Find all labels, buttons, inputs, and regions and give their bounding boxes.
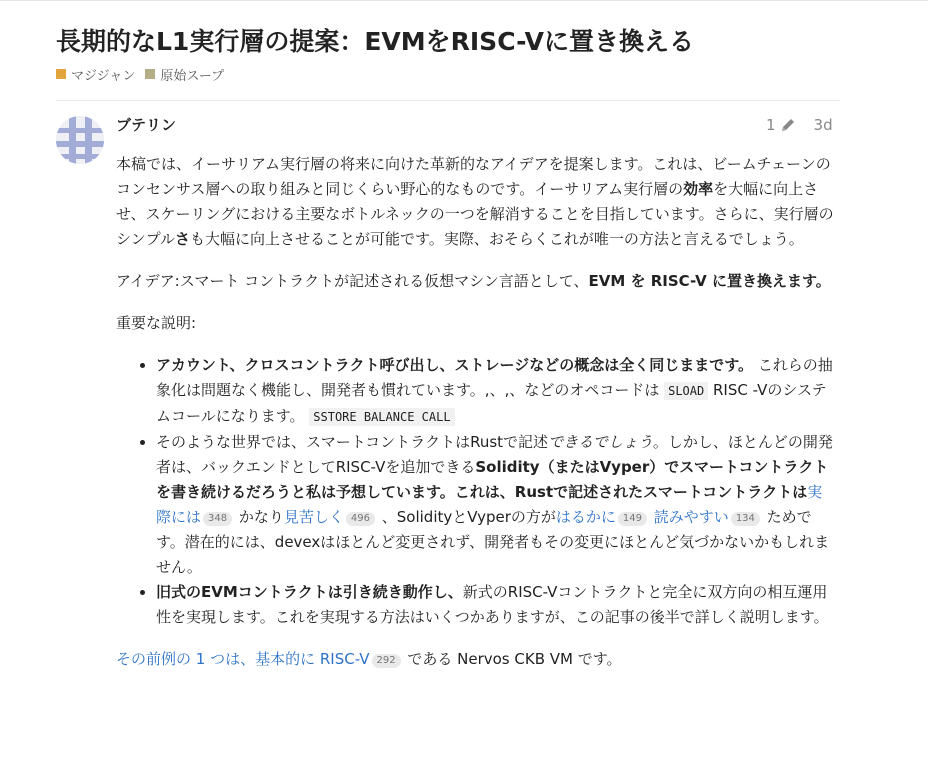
inline-code: SSTORE BALANCE CALL bbox=[309, 408, 454, 426]
text: 本稿では、イーサリアム実行層の将来に向けた革新的なアイデアを提案します。これは、ビームチェーンのコンセンサス層への取り組みと同じくらい野心的なものです。イーサリアム実行層の bbox=[116, 155, 831, 198]
edit-count: 1 bbox=[766, 116, 776, 134]
inline-code: SLOAD bbox=[664, 382, 708, 400]
link-precedent[interactable]: その前例の 1 つは、基本的に RISC-V bbox=[116, 650, 370, 668]
list-item bbox=[156, 430, 834, 580]
post-body bbox=[116, 152, 834, 689]
bold-text: EVM を RISC-V に置き換えます。 bbox=[588, 272, 831, 290]
category-color-square bbox=[56, 69, 66, 79]
category-color-square bbox=[145, 69, 155, 79]
bold-text: 旧式のEVMコントラクトは引き続き動作し、 bbox=[156, 583, 463, 601]
paragraph-precedent bbox=[116, 647, 834, 672]
text: かなり bbox=[234, 508, 284, 526]
top-divider bbox=[0, 0, 928, 1]
link-far[interactable]: はるかに bbox=[555, 508, 616, 526]
list-item bbox=[156, 353, 834, 430]
text: 。しかし、ほとんどの開発者は、バックエンドとしてRISC-Vを追加できる bbox=[156, 433, 833, 476]
post-meta bbox=[766, 116, 833, 134]
link-ugly[interactable]: 見苦しく bbox=[283, 508, 344, 526]
text: そのような世界では、スマートコントラクトはRustで記述 bbox=[156, 433, 549, 451]
text: である Nervos CKB VM です。 bbox=[402, 650, 622, 668]
click-count-badge: 348 bbox=[203, 512, 232, 526]
category-label: 原始スープ bbox=[160, 68, 225, 84]
avatar[interactable] bbox=[56, 116, 104, 164]
text: RISC -Vのシステムコールになります。 bbox=[156, 381, 827, 425]
click-count-badge: 134 bbox=[731, 512, 760, 526]
text: ためです。潜在的には、devexはほとんど変更されず、開発者もその変更にほとんど気づかないかもしれません。 bbox=[156, 508, 830, 576]
click-count-badge: 292 bbox=[372, 654, 401, 668]
category-magician[interactable] bbox=[56, 65, 135, 84]
notes-list bbox=[116, 353, 834, 630]
paragraph-notes-heading: 重要な説明: bbox=[116, 314, 197, 332]
avatar-icon bbox=[56, 116, 104, 164]
text: を大幅に向上させ、スケーリングにおける主要なボトルネックの一つを解消することを目指しています。さらに、実行層のシンプル bbox=[116, 180, 834, 248]
bold-text: アカウント、クロスコントラクト呼び出し、ストレージなどの概念は全く同じままです。 bbox=[156, 356, 754, 374]
list-item bbox=[156, 580, 834, 630]
category-label: マジジャン bbox=[71, 68, 136, 84]
category-primordial-soup[interactable] bbox=[145, 65, 224, 84]
text: も大幅に向上させることが可能です。実際、おそらくこれが唯一の方法と言えるでしょう。 bbox=[190, 230, 804, 248]
bold-text: 効率 bbox=[683, 180, 714, 198]
link-readable[interactable]: 読みやすい bbox=[653, 508, 729, 526]
bold-text: Solidity（またはVyper）でスマートコントラクトを書き続けるだろうと私は予想しています。これは、Rustで記述されたスマートコントラクトは bbox=[156, 458, 829, 501]
post-age[interactable]: 3d bbox=[813, 116, 833, 134]
topic-title[interactable]: 長期的なL1実行層の提案：EVMをRISC-Vに置き換える bbox=[56, 27, 695, 56]
bold-text: さ bbox=[175, 230, 191, 248]
text: 、SolidityとVyperの方が bbox=[377, 508, 556, 526]
paragraph-intro bbox=[116, 152, 834, 252]
italic-text: できるでしょう bbox=[548, 433, 653, 451]
text: 新式のRISC-Vコントラクトと完全に双方向の相互運用性を実現します。これを実現する方法はいくつかありますが、この記事の後半で詳しく説明します。 bbox=[156, 583, 829, 626]
text: アイデア:スマート コントラクトが記述される仮想マシン言語として、 bbox=[116, 272, 589, 290]
text: これらの抽象化は問題なく機能し、開発者も慣れています。,、,、などのオペコードは bbox=[156, 356, 833, 399]
click-count-badge: 496 bbox=[346, 512, 375, 526]
category-breadcrumb bbox=[56, 64, 224, 84]
pencil-icon[interactable] bbox=[780, 117, 796, 133]
click-count-badge: 149 bbox=[618, 512, 647, 526]
paragraph-idea bbox=[116, 269, 834, 294]
link-actually[interactable]: 実際には bbox=[156, 483, 823, 526]
author-name[interactable]: ブテリン bbox=[116, 116, 177, 134]
post-divider bbox=[56, 100, 840, 101]
